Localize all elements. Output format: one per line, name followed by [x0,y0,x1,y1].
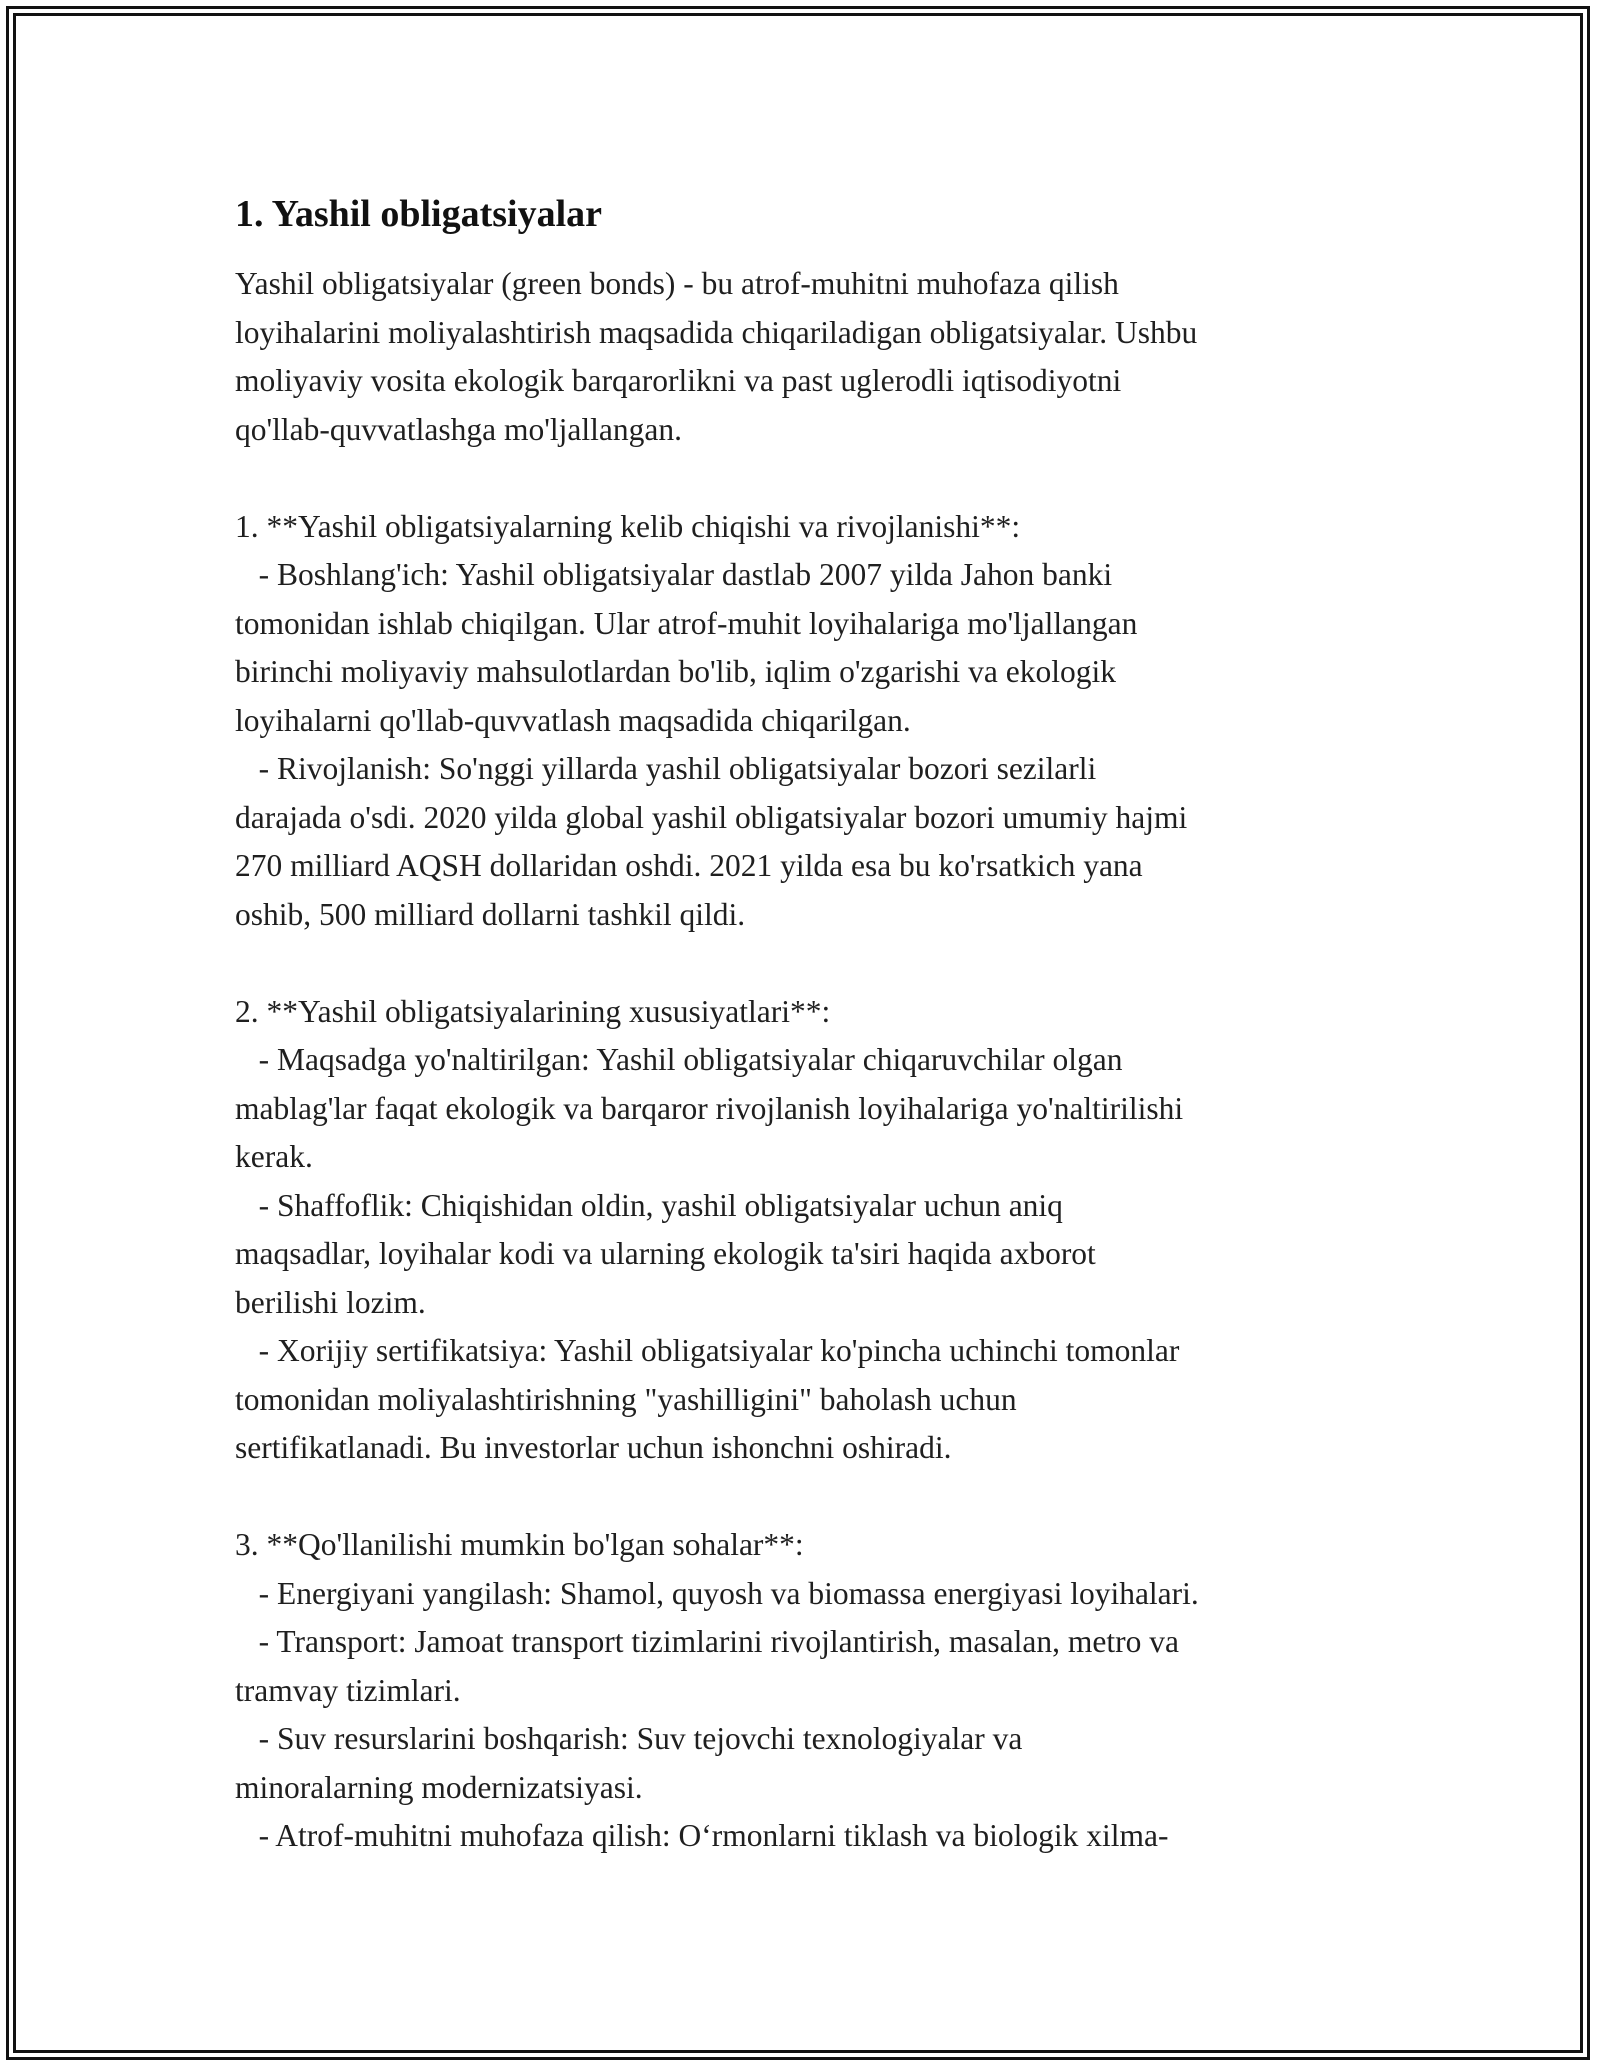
text-line: loyihalarini moliyalashtirish maqsadida chiqariladigan obligatsiyalar. Ushbu [235,314,1198,350]
paragraph-spacer [235,939,1380,988]
document-body [235,190,1380,1861]
section-origins [235,503,1380,940]
text-line: - Transport: Jamoat transport tizimlarini rivojlantirish, masalan, metro va [235,1624,1179,1659]
text-line: - Maqsadga yo'naltirilgan: Yashil obligatsiyalar chiqaruvchilar olgan [235,1042,1123,1077]
text-line: oshib, 500 milliard dollarni tashkil qildi. [235,896,746,932]
section-heading: 1. Yashil obligatsiyalar [235,193,603,235]
text-line: Yashil obligatsiyalar (green bonds) - bu atrof-muhitni muhofaza qilish [235,266,1119,301]
list-item-title: 2. **Yashil obligatsiyalarining xususiyatlari**: [235,993,831,1029]
paragraph-spacer [235,454,1380,503]
text-line: tomonidan ishlab chiqilgan. Ular atrof-muhit loyihalariga mo'ljallangan [235,605,1138,641]
text-line: - Boshlang'ich: Yashil obligatsiyalar dastlab 2007 yilda Jahon banki [235,557,1113,592]
text-line: loyihalarni qo'llab-quvvatlash maqsadida chiqarilgan. [235,702,911,738]
text-line: - Shaffoflik: Chiqishidan oldin, yashil obligatsiyalar uchun aniq [235,1187,1063,1223]
list-item-title: 3. **Qo'llanilishi mumkin bo'lgan sohalar**: [235,1527,804,1562]
text-line: - Atrof-muhitni muhofaza qilish: O‘rmonlarni tiklash va biologik xilma- [235,1818,1169,1853]
list-item-title: 1. **Yashil obligatsiyalarning kelib chiqishi va rivojlanishi**: [235,508,1021,544]
text-line: sertifikatlanadi. Bu investorlar uchun ishonchni oshiradi. [235,1430,952,1465]
text-line: birinchi moliyaviy mahsulotlardan bo'lib, iqlim o'zgarishi va ekologik [235,654,1116,689]
text-line: darajada o'sdi. 2020 yilda global yashil obligatsiyalar bozori umumiy hajmi [235,799,1188,835]
text-line: 270 milliard AQSH dollaridan oshdi. 2021 yilda esa bu ko'rsatkich yana [235,848,1143,883]
text-line: - Rivojlanish: So'nggi yillarda yashil obligatsiyalar bozori sezilarli [235,751,1097,786]
text-line: maqsadlar, loyihalar kodi va ularning ekologik ta'siri haqida axborot [235,1236,1096,1271]
text-line: mablag'lar faqat ekologik va barqaror rivojlanish loyihalariga yo'naltirilishi [235,1090,1184,1126]
section-features [235,988,1380,1473]
text-line: minoralarning modernizatsiyasi. [235,1769,643,1805]
intro-paragraph [235,260,1380,454]
text-line: berilishi lozim. [235,1284,426,1320]
paragraph-spacer [235,1473,1380,1522]
text-line: - Energiyani yangilash: Shamol, quyosh va biomassa energiyasi loyihalari. [235,1575,1199,1611]
text-line: kerak. [235,1139,313,1174]
section-applications [235,1521,1380,1861]
text-line: - Suv resurslarini boshqarish: Suv tejovchi texnologiyalar va [235,1721,1023,1756]
text-line: tomonidan moliyalashtirishning "yashilligini" baholash uchun [235,1381,1017,1417]
text-line: qo'llab-quvvatlashga mo'ljallangan. [235,411,682,447]
text-line: moliyaviy vosita ekologik barqarorlikni va past uglerodli iqtisodiyotni [235,363,1122,398]
text-line: - Xorijiy sertifikatsiya: Yashil obligatsiyalar ko'pincha uchinchi tomonlar [235,1333,1180,1368]
text-line: tramvay tizimlari. [235,1672,461,1708]
